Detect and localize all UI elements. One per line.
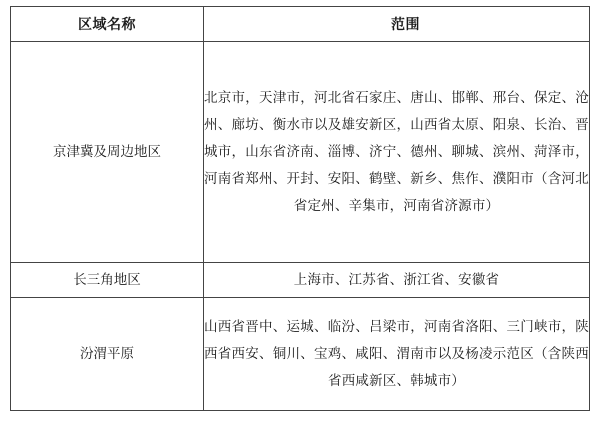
table-row [11, 42, 590, 263]
header-range: 范围 [204, 7, 590, 42]
region-range-cell: 上海市、江苏省、浙江省、安徽省 [204, 263, 590, 298]
table-row [11, 263, 590, 298]
header-region-name: 区域名称 [11, 7, 204, 42]
table-body [11, 42, 590, 411]
table-header [11, 7, 590, 42]
region-table [10, 6, 590, 411]
table-row [11, 298, 590, 411]
region-name-cell: 汾渭平原 [11, 298, 204, 411]
region-range-cell: 北京市，天津市，河北省石家庄、唐山、邯郸、邢台、保定、沧州、廊坊、衡水市以及雄安新区，山西省太原、阳泉、长治、晋城市，山东省济南、淄博、济宁、德州、聊城、滨州、菏泽市，河南省郑州、开封、安阳、鹤壁、新乡、焦作、濮阳市（含河北省定州、辛集市，河南省济源市） [204, 42, 590, 263]
region-range-cell: 山西省晋中、运城、临汾、吕梁市，河南省洛阳、三门峡市，陕西省西安、铜川、宝鸡、咸阳、渭南市以及杨凌示范区（含陕西省西咸新区、韩城市） [204, 298, 590, 411]
region-name-cell: 长三角地区 [11, 263, 204, 298]
header-row [11, 7, 590, 42]
region-name-cell: 京津冀及周边地区 [11, 42, 204, 263]
